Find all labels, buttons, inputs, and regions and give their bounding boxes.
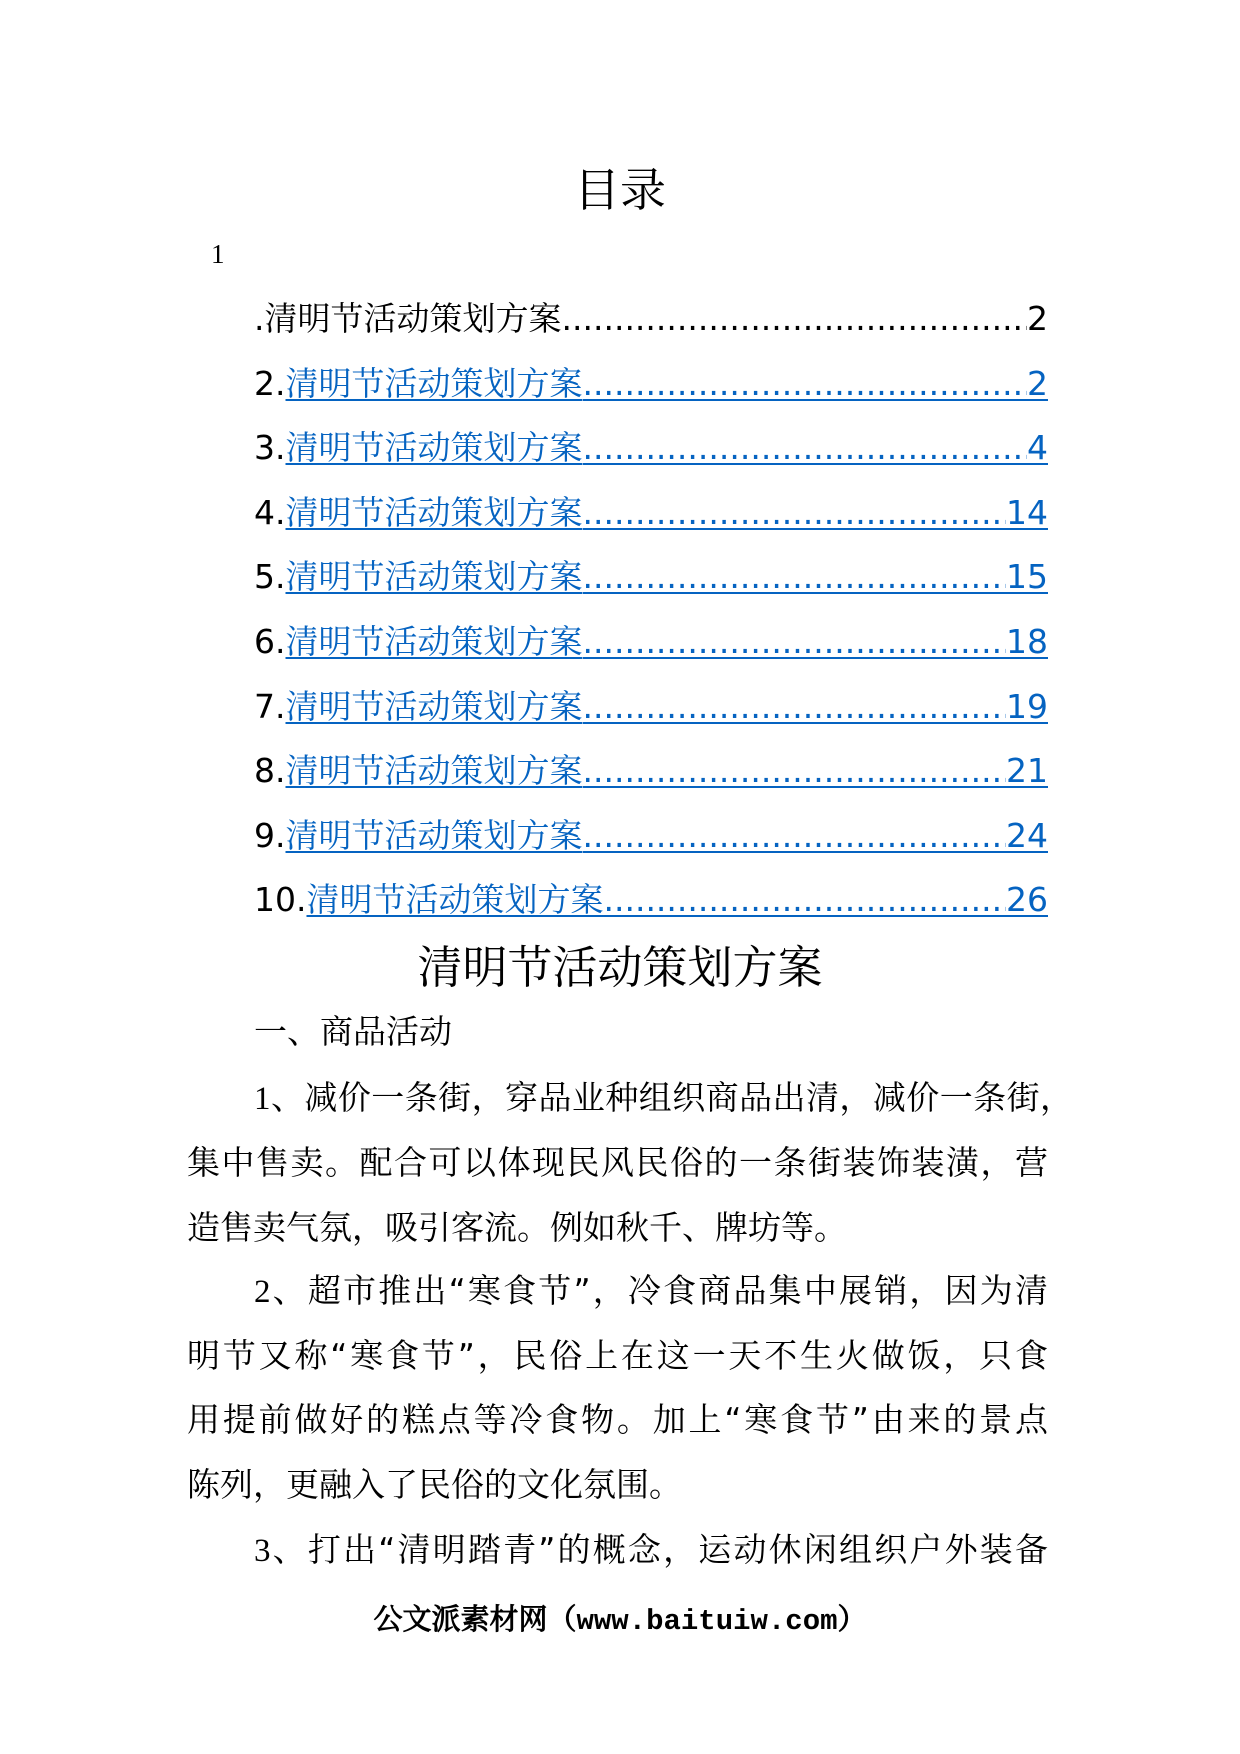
paragraph-line xyxy=(254,1266,1048,1317)
toc-link-8[interactable] xyxy=(286,739,1049,804)
toc-link-9[interactable] xyxy=(286,804,1049,869)
toc-entry-2 xyxy=(254,352,1048,417)
toc-entry-page: 21 xyxy=(1006,751,1048,791)
dot-leader xyxy=(583,610,1007,675)
toc-entry-number: . xyxy=(254,299,265,338)
toc-entry-6 xyxy=(254,610,1048,675)
toc-entry-number: 3. xyxy=(254,428,286,468)
toc-marker: 1 xyxy=(211,239,225,269)
toc-entry-title: 清明节活动策划方案 xyxy=(285,428,583,468)
toc-entry-number: 2. xyxy=(254,363,286,403)
toc-entry-page: 18 xyxy=(1006,621,1048,661)
toc-link-3[interactable] xyxy=(286,416,1049,481)
toc-entry-title: 清明节活动策划方案 xyxy=(264,299,562,338)
paragraph-line xyxy=(254,1073,1073,1124)
toc-entry-page: 14 xyxy=(1006,492,1048,532)
toc-link-10[interactable] xyxy=(306,868,1048,933)
toc-entry-title: 清明节活动策划方案 xyxy=(285,363,583,403)
toc-entry-title: 清明节活动策划方案 xyxy=(285,751,583,791)
toc-entry-number: 8. xyxy=(254,751,286,791)
toc-entry-7 xyxy=(254,675,1048,740)
toc-title: 目录 xyxy=(574,163,666,217)
toc-entry-3 xyxy=(254,416,1048,481)
toc-entry-title: 清明节活动策划方案 xyxy=(285,815,583,855)
dot-leader xyxy=(583,804,1007,869)
paragraph-line: 用提前做好的糕点等冷食物。加上“寒食节”由来的景点 xyxy=(187,1400,1048,1439)
toc-entry-text xyxy=(265,287,1049,352)
paragraph-number: 2 xyxy=(254,1274,271,1310)
paragraph-line xyxy=(254,1525,1048,1576)
toc-link-2[interactable] xyxy=(286,352,1049,417)
dot-leader xyxy=(583,481,1007,546)
toc-entry-number: 10. xyxy=(254,880,307,920)
paragraph-number: 3 xyxy=(254,1533,271,1569)
toc-link-7[interactable] xyxy=(286,675,1049,740)
dot-leader xyxy=(583,739,1007,804)
section-heading: 一、商品活动 xyxy=(254,1012,452,1051)
toc-entry-title: 清明节活动策划方案 xyxy=(306,880,604,920)
toc-entry-page: 2 xyxy=(1027,299,1048,338)
toc-list xyxy=(254,287,1048,933)
page-footer: 公文派素材网（www.baituiw.com） xyxy=(373,1605,867,1638)
paragraph-line: 集中售卖。配合可以体现民风民俗的一条街装饰装潢，营 xyxy=(187,1143,1048,1182)
toc-link-4[interactable] xyxy=(286,481,1049,546)
paragraph-text: 、超市推出“寒食节”，冷食商品集中展销，因为清 xyxy=(270,1271,1048,1310)
toc-entry-number: 6. xyxy=(254,621,286,661)
toc-entry-title: 清明节活动策划方案 xyxy=(285,686,583,726)
dot-leader xyxy=(583,545,1007,610)
toc-entry-number: 5. xyxy=(254,557,286,597)
dot-leader xyxy=(583,416,1028,481)
paragraph-line: 造售卖气氛，吸引客流。例如秋千、牌坊等。 xyxy=(187,1208,847,1247)
paragraph-text: 、减价一条街，穿品业种组织商品出清，减价一条街， xyxy=(270,1078,1073,1117)
paragraph-number: 1 xyxy=(254,1081,271,1117)
toc-link-6[interactable] xyxy=(286,610,1049,675)
paragraph-text: 、打出“清明踏青”的概念，运动休闲组织户外装备 xyxy=(270,1530,1048,1569)
toc-entry-page: 4 xyxy=(1027,428,1048,468)
dot-leader xyxy=(562,287,1028,352)
dot-leader xyxy=(583,352,1028,417)
paragraph-line: 明节又称“寒食节”，民俗上在这一天不生火做饭，只食 xyxy=(187,1336,1048,1375)
toc-entry-5 xyxy=(254,545,1048,610)
toc-entry-10 xyxy=(254,868,1048,933)
toc-entry-title: 清明节活动策划方案 xyxy=(285,557,583,597)
toc-link-5[interactable] xyxy=(286,545,1049,610)
paragraph-line: 陈列，更融入了民俗的文化氛围。 xyxy=(187,1465,682,1504)
toc-entry-title: 清明节活动策划方案 xyxy=(285,492,583,532)
toc-entry-4 xyxy=(254,481,1048,546)
toc-entry-page: 2 xyxy=(1027,363,1048,403)
toc-entry-page: 24 xyxy=(1006,815,1048,855)
toc-entry-9 xyxy=(254,804,1048,869)
toc-entry-8 xyxy=(254,739,1048,804)
toc-entry-page: 19 xyxy=(1006,686,1048,726)
toc-entry-number: 4. xyxy=(254,492,286,532)
dot-leader xyxy=(583,675,1007,740)
article-title: 清明节活动策划方案 xyxy=(417,941,823,994)
toc-entry-number: 9. xyxy=(254,815,286,855)
dot-leader xyxy=(603,868,1006,933)
toc-entry-title: 清明节活动策划方案 xyxy=(285,621,583,661)
toc-entry-page: 15 xyxy=(1006,557,1048,597)
toc-entry-number: 7. xyxy=(254,686,286,726)
toc-entry-1 xyxy=(254,287,1048,352)
toc-entry-page: 26 xyxy=(1006,880,1048,920)
